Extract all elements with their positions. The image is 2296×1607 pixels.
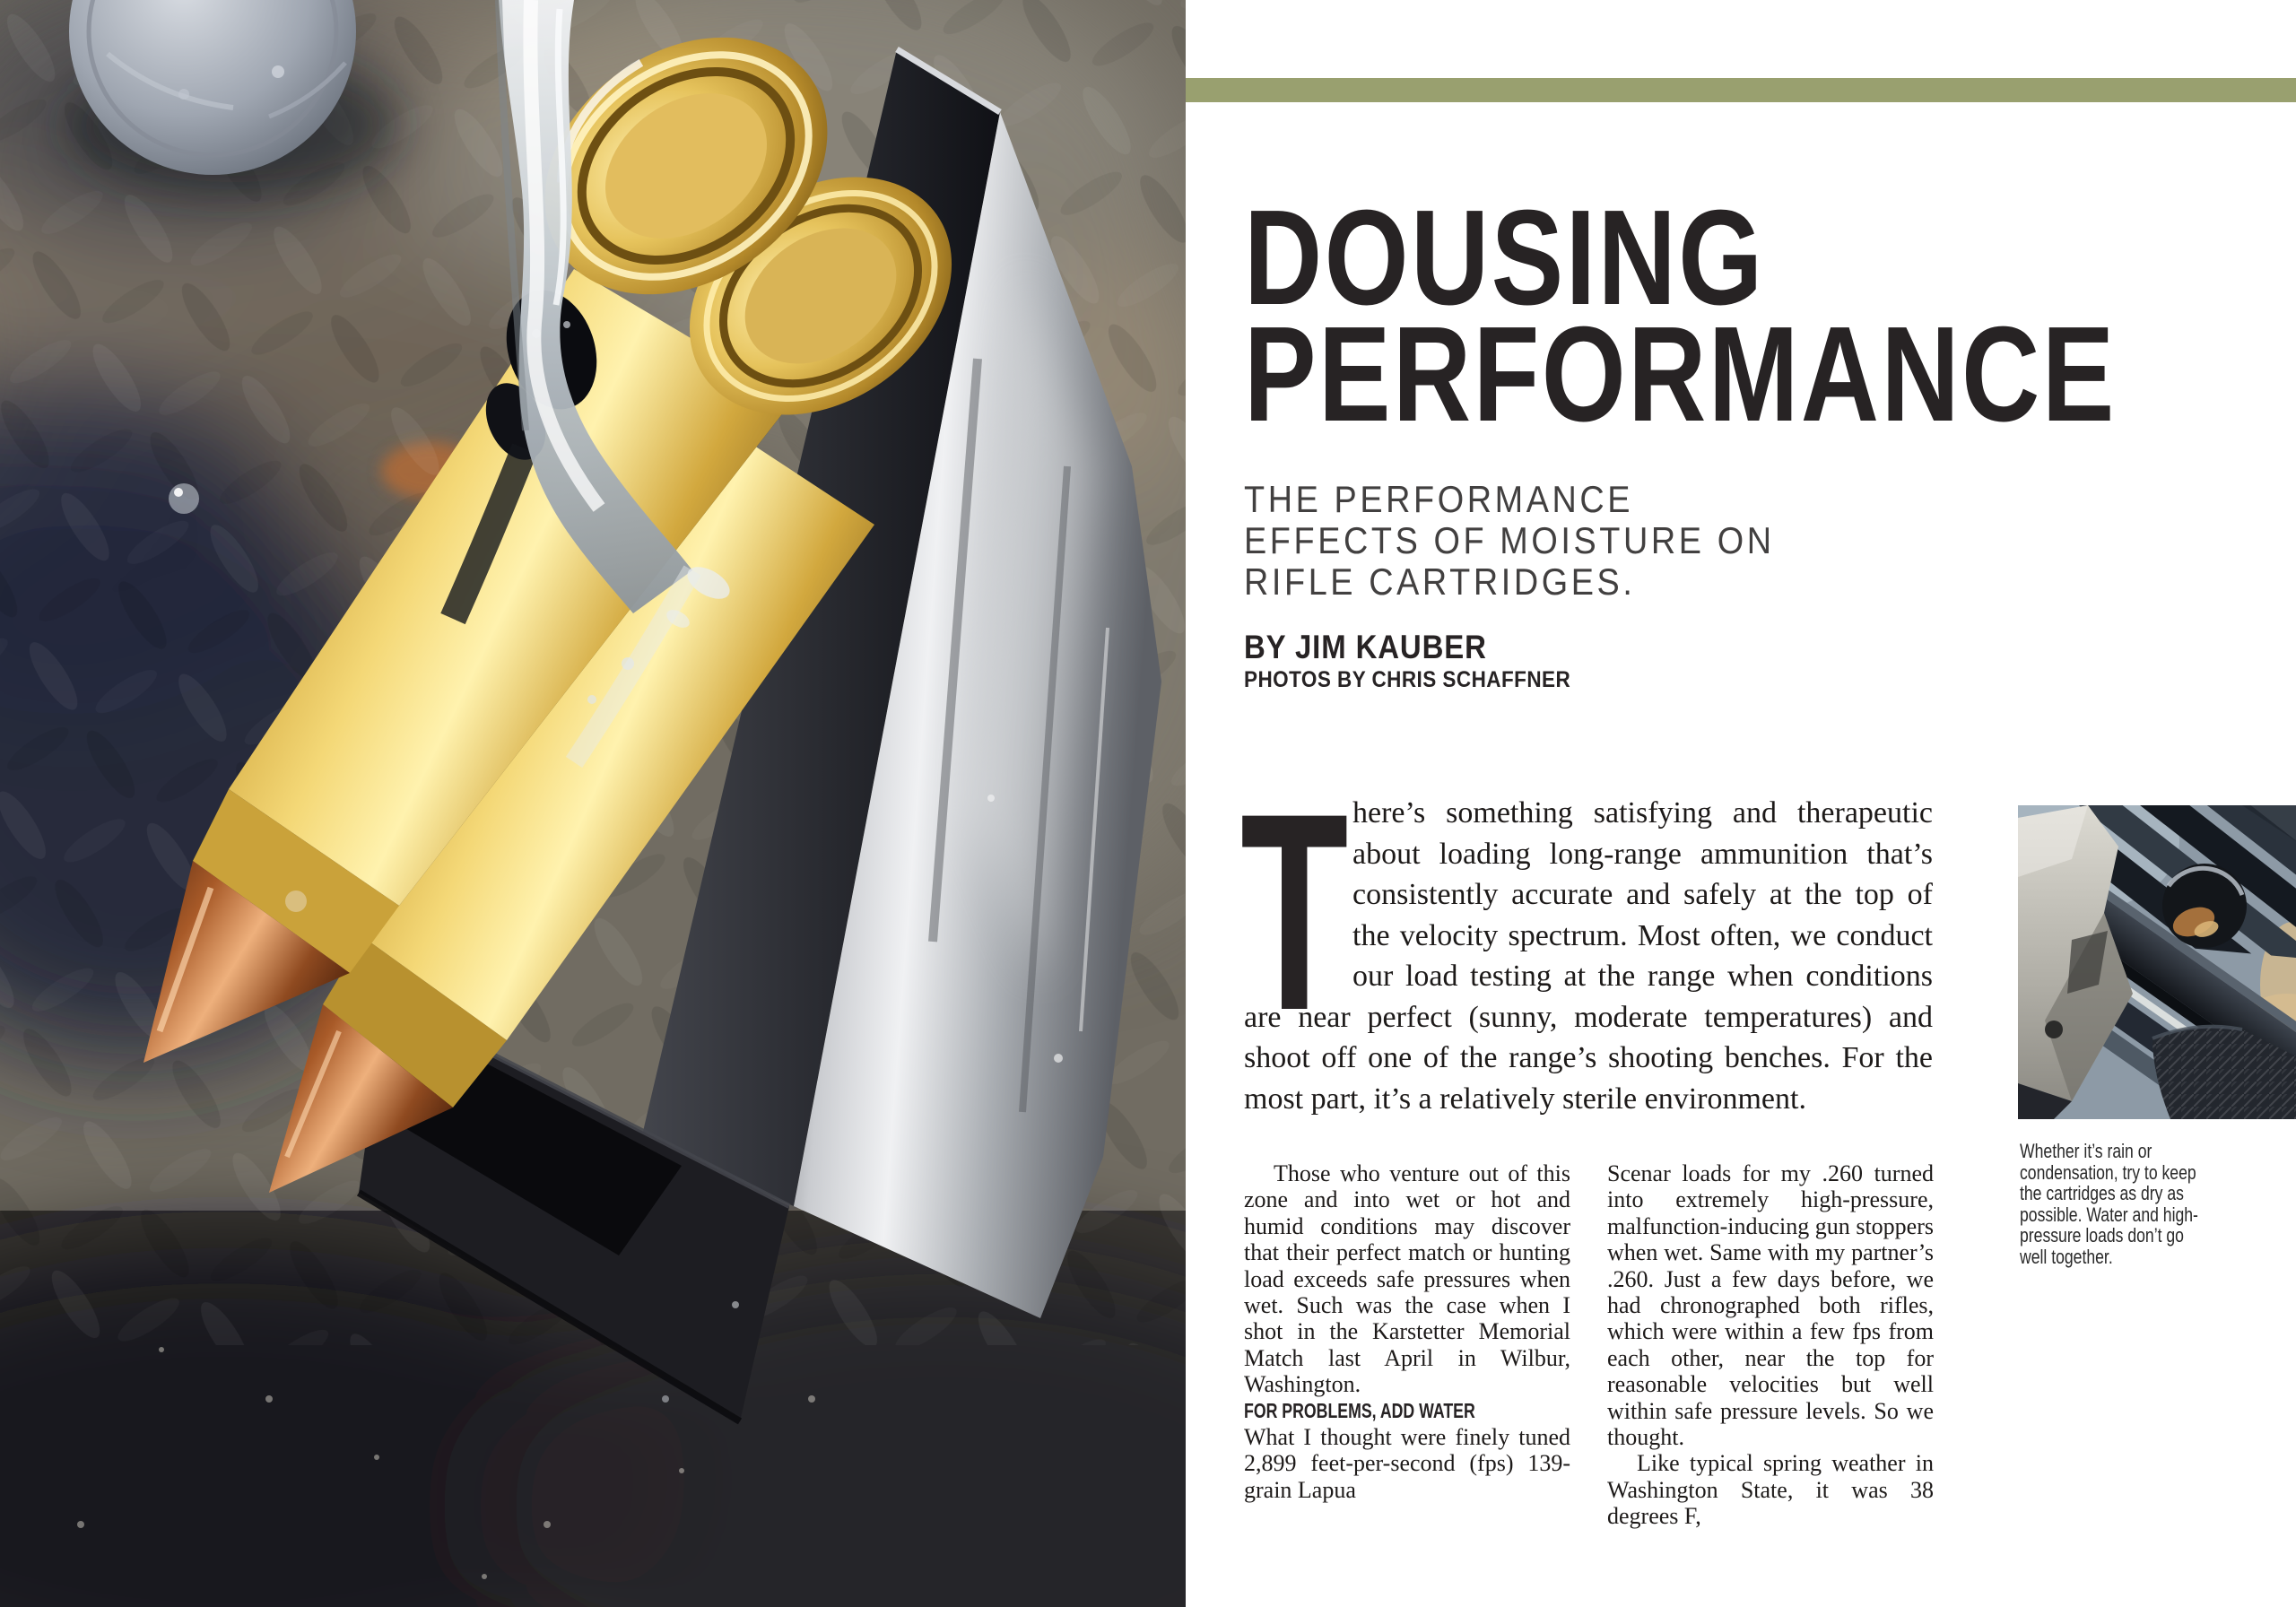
water-drop <box>169 483 199 514</box>
body-paragraph: Scenar loads for my .260 turned into extremely high-pressure, malfunction-inducing gun stoppers when wet. Same with my partner’s .260. Just a few days before, we had chronographed both rifles, which were within a few fps from each other, near the top for reasonable velocities but well within safe pressure levels. So we thought. <box>1607 1160 1934 1451</box>
sidebar-photo-illustration <box>2018 805 2296 1119</box>
byline: BY JIM KAUBER <box>1244 629 1487 665</box>
lead-paragraph <box>1240 756 1933 1119</box>
subtitle-line: EFFECTS OF MOISTURE ON <box>1244 519 1775 561</box>
subtitle-line: THE PERFORMANCE <box>1244 478 1634 520</box>
photo-credit: PHOTOS BY CHRIS SCHAFFNER <box>1244 667 1571 692</box>
sidebar-photo <box>2018 805 2296 1119</box>
body-paragraph: Those who venture out of this zone and into wet or hot and humid conditions may discover that their perfect match or hunting load exceeds safe pressures when wet. Such was the case when I shot in the Karstetter Memorial Match last April in Wilbur, Washington. <box>1244 1160 1570 1398</box>
subtitle-line: RIFLE CARTRIDGES. <box>1244 560 1636 603</box>
article-title-line2: PERFORMANCE <box>1244 298 2117 449</box>
lead-paragraph-text: here’s something satisfying and therapeutic about loading long-range ammunition that’s consistently accurate and safely at the top of the velocity spectrum. Most often, we conduct our load testing at the range when conditions are near perfect (sunny, moderate temperatures) and shoot off one of the range’s shooting benches. For the most part, it’s a relatively sterile environment. <box>1244 796 1933 1116</box>
article-title-line1: DOUSING <box>1244 181 1765 333</box>
drop-cap-letter: T <box>1240 756 1349 1069</box>
section-heading: FOR PROBLEMS, ADD WATER <box>1244 1398 1475 1422</box>
body-column-1 <box>1244 1160 1570 1530</box>
body-paragraph: Like typical spring weather in Washington State, it was 38 degrees F, <box>1607 1450 1934 1530</box>
body-paragraph: What I thought were finely tuned 2,899 feet-per-second (fps) 139-grain Lapua <box>1244 1424 1570 1503</box>
coin <box>67 0 399 197</box>
sidebar-caption: Whether it’s rain or condensation, try to keep the cartridges as dry as possible. Water and high-pressure loads don’t go well together. <box>2020 1140 2198 1268</box>
article-title <box>1244 181 2117 449</box>
accent-bar <box>1186 78 2296 102</box>
article-subtitle <box>1244 479 1775 603</box>
body-column-2 <box>1607 1160 1934 1530</box>
ejection-port <box>2162 864 2247 948</box>
body-columns <box>1244 1160 1934 1530</box>
rifle-receiver <box>2018 805 2296 1119</box>
drop-cap <box>1240 756 1352 1069</box>
